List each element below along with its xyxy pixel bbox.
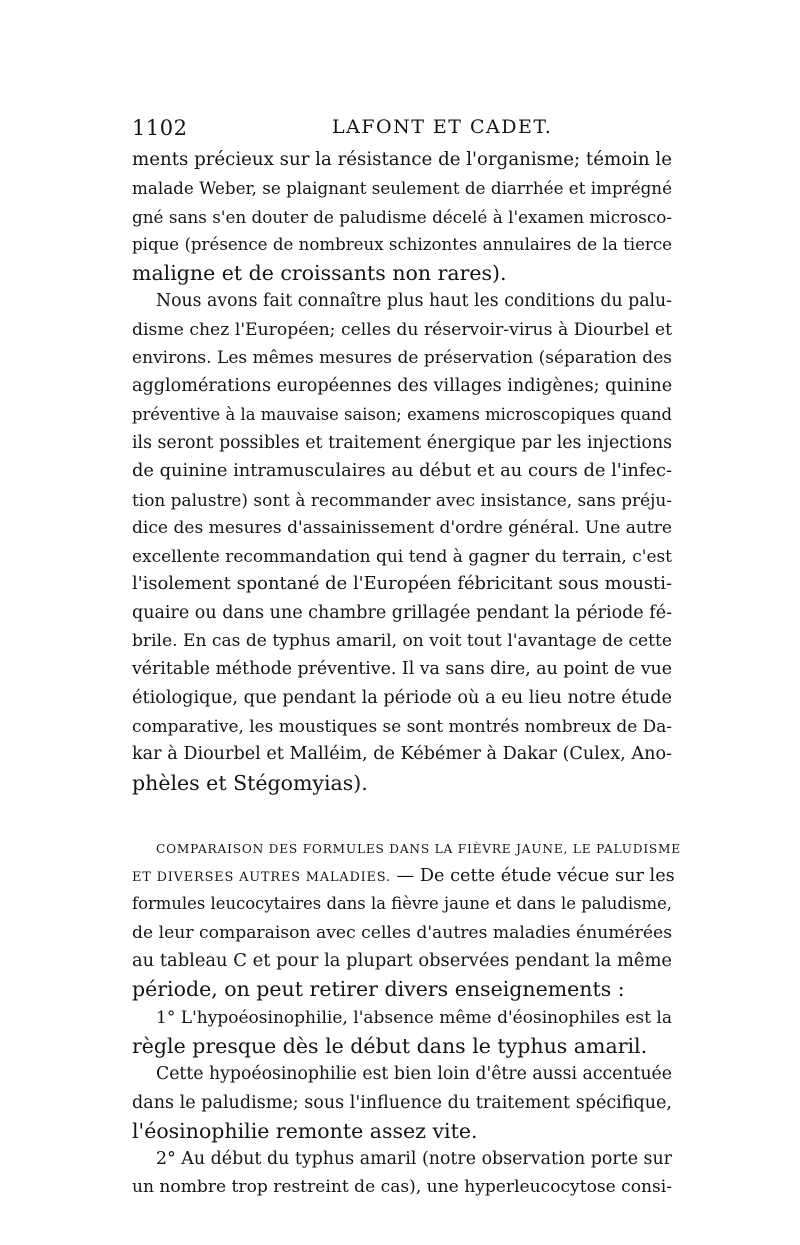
text-line: agglomérations européennes des villages indigènes; quinine [132,376,673,397]
text-line: maligne et de croissants non rares). [132,261,507,286]
paragraph [132,1145,672,1202]
text-line: au tableau C et pour la plupart observées pendant la même [132,950,672,972]
section-heading-tail: — De cette étude vécue sur les [390,866,675,887]
text-line: étiologique, que pendant la période où a eu lieu notre étude [132,687,672,708]
paragraph [132,287,672,796]
text-line: disme chez l'Européen; celles du réservoir-virus à Diourbel et [132,319,672,340]
text-line: l'éosinophilie remonte assez vite. [132,1118,478,1143]
paragraph [132,834,681,1004]
section-gap [132,797,672,834]
text-line: environs. Les mêmes mesures de préservation (séparation des [132,348,672,369]
text-line: l'isolement spontané de l'Européen fébricitant sous mousti- [132,573,672,595]
text-line: kar à Diourbel et Malléim, de Kébémer à Dakar (Culex, Ano- [132,744,672,765]
text-line: brile. En cas de typhus amaril, on voit tout l'avantage de cette [132,631,672,652]
paragraph [132,1060,672,1145]
text-line: quaire ou dans une chambre grillagée pendant la période fé- [132,602,672,623]
text-line: 1° L'hypoéosinophilie, l'absence même d'éosinophiles est la [156,1007,672,1028]
text-line [132,862,675,890]
text-line: règle presque dès le début dans le typhus amaril. [132,1033,648,1058]
text-line: phèles et Stégomyias). [132,770,368,795]
text-line: un nombre trop restreint de cas), une hyperleucocytose consi- [132,1177,672,1198]
section-heading-line-1: COMPARAISON DES FORMULES DANS LA FIÈVRE JAUNE, LE PALUDISME [156,841,681,856]
text-line: période, on peut retirer divers enseignements : [132,977,625,1002]
text-line: véritable méthode préventive. Il va sans dire, au point de vue [132,659,672,680]
section-heading [132,834,681,862]
text-line: comparative, les moustiques se sont montrés nombreux de Da- [132,715,672,736]
text-line: de quinine intramusculaires au début et au cours de l'infec- [132,460,672,482]
text-line: formules leucocytaires dans la fièvre jaune et dans le paludisme, [132,894,672,914]
text-line: excellente recommandation qui tend à gagner du terrain, c'est [132,546,672,567]
text-line: pique (présence de nombreux schizontes annulaires de la tierce [132,234,672,254]
running-head [132,116,680,146]
text-line: gné sans s'en douter de paludisme décelé à l'examen microsco- [132,206,672,227]
text-line: ils seront possibles et traitement énergique par les injections [132,432,672,453]
text-line: ments précieux sur la résistance de l'organisme; témoin le [132,149,672,170]
paragraph [132,146,672,287]
text-line: Cette hypoéosinophilie est bien loin d'être aussi accentuée [156,1064,672,1085]
text-line: malade Weber, se plaignant seulement de diarrhée et imprégné [132,178,672,199]
section-heading-line-2: ET DIVERSES AUTRES MALADIES. [132,870,391,886]
text-line: tion palustre) sont à recommander avec insistance, sans préju- [132,489,672,510]
text-line: 2° Au début du typhus amaril (notre observation porte sur [156,1149,672,1170]
page-number: 1102 [132,116,188,140]
text-line: de leur comparaison avec celles d'autres maladies énumérées [132,922,672,943]
text-line: dice des mesures d'assainissement d'ordre général. Une autre [132,517,672,538]
running-title: LAFONT ET CADET. [332,116,553,138]
body-text [132,146,681,1202]
text-line: Nous avons fait connaître plus haut les conditions du palu- [156,291,672,312]
paragraph [132,1004,672,1061]
text-line: dans le paludisme; sous l'influence du traitement spécifique, [132,1092,672,1113]
text-line: préventive à la mauvaise saison; examens microscopiques quand [132,404,672,424]
